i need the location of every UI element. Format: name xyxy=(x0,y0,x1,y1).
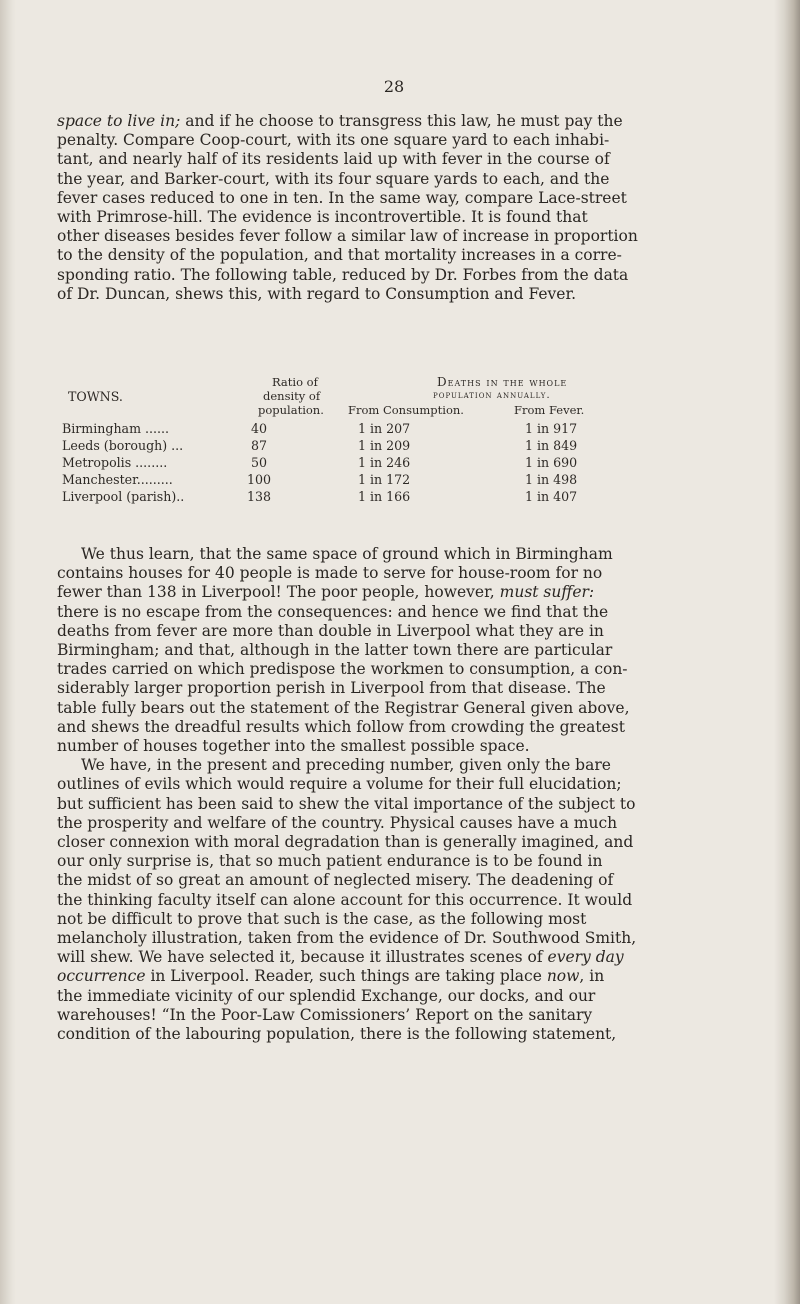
text-line: our only surprise is, that so much patient endurance is to be found in xyxy=(57,852,603,871)
text-line: but sufficient has been said to shew the vital importance of the subject to xyxy=(57,794,636,813)
fever-cell: 1 in 690 xyxy=(525,455,578,470)
ratio-cell: 100 xyxy=(246,472,272,487)
fever-header: From Fever. xyxy=(514,403,585,417)
consumption-header: From Consumption. xyxy=(348,403,464,417)
town-cell: Metropolis ........ xyxy=(62,455,168,470)
consumption-cell: 1 in 172 xyxy=(358,472,411,487)
text-line: We thus learn, that the same space of ground which in Birmingham xyxy=(81,545,613,563)
text-line: We have, in the present and preceding number, given only the bare xyxy=(81,756,611,775)
text-line: the year, and Barker-court, with its four square yards to each, and the xyxy=(57,169,610,188)
table-row xyxy=(62,472,767,488)
text-line: with Primrose-hill. The evidence is incontrovertible. It is found that xyxy=(57,208,588,227)
deaths-header-line2: population annually. xyxy=(433,389,551,401)
town-cell: Leeds (borough) ... xyxy=(62,438,184,453)
text-line: table fully bears out the statement of the Registrar General given above, xyxy=(57,698,630,717)
text-line: the immediate vicinity of our splendid Exchange, our docks, and our xyxy=(57,986,596,1005)
text-line: siderably larger proportion perish in Liverpool from that disease. The xyxy=(57,679,606,698)
text-line: penalty. Compare Coop-court, with its one square yard to each inhabi- xyxy=(57,131,610,150)
text-line xyxy=(57,967,768,986)
text-line: other diseases besides fever follow a similar law of increase in proportion xyxy=(57,227,638,246)
text-line: of Dr. Duncan, shews this, with regard to Consumption and Fever. xyxy=(57,284,577,303)
text-line: Birmingham; and that, although in the latter town there are particular xyxy=(57,641,613,660)
text-line: the midst of so great an amount of neglected misery. The deadening of xyxy=(57,871,614,890)
table-row xyxy=(62,489,767,505)
page-number: 28 xyxy=(383,77,405,96)
text-line: outlines of evils which would require a volume for their full elucidation; xyxy=(57,775,622,794)
italic-phrase: occurrence xyxy=(57,967,146,986)
ratio-cell: 87 xyxy=(250,438,268,453)
italic-phrase: every day xyxy=(547,948,624,967)
text-line: number of houses together into the smallest possible space. xyxy=(57,737,530,756)
table-row xyxy=(62,455,767,471)
ratio-cell: 40 xyxy=(250,421,268,436)
text-line: deaths from fever are more than double in Liverpool what they are in xyxy=(57,621,604,640)
text-line: sponding ratio. The following table, reduced by Dr. Forbes from the data xyxy=(57,265,629,284)
text-line: to the density of the population, and that mortality increases in a corre- xyxy=(57,246,622,265)
text-line: tant, and nearly half of its residents laid up with fever in the course of xyxy=(57,150,610,169)
text-line: there is no escape from the consequences: and hence we find that the xyxy=(57,602,609,621)
consumption-cell: 1 in 246 xyxy=(358,455,411,470)
italic-phrase: must suffer: xyxy=(499,583,595,602)
italic-phrase: now xyxy=(546,967,580,986)
fever-cell: 1 in 407 xyxy=(525,489,578,504)
table-row xyxy=(62,421,767,437)
text-line xyxy=(57,948,768,967)
ratio-header-line2: density of xyxy=(263,389,321,403)
paragraph-1 xyxy=(57,112,768,304)
consumption-cell: 1 in 207 xyxy=(358,421,411,436)
town-cell: Birmingham ...... xyxy=(62,421,170,436)
page-edge-shadow xyxy=(774,0,800,1304)
text-line: and shews the dreadful results which follow from crowding the greatest xyxy=(57,717,625,736)
towns-header: TOWNS. xyxy=(68,389,123,404)
ratio-cell: 50 xyxy=(250,455,268,470)
text-span: fewer than 138 in Liverpool! The poor people, however, xyxy=(57,583,500,602)
page-gutter-shadow xyxy=(0,0,16,1304)
text-line: the thinking faculty itself can alone account for this occurrence. It would xyxy=(57,890,633,909)
town-cell: Liverpool (parish).. xyxy=(62,489,185,504)
text-line: warehouses! “In the Poor-Law Comissioners’ Report on the sanitary xyxy=(57,1005,593,1024)
text-line: the prosperity and welfare of the country. Physical causes have a much xyxy=(57,813,618,832)
text-line: not be difficult to prove that such is the case, as the following most xyxy=(57,909,587,928)
text-span: in Liverpool. Reader, such things are taking place xyxy=(145,967,547,986)
fever-cell: 1 in 849 xyxy=(525,438,578,453)
ratio-header-line1: Ratio of xyxy=(272,375,318,389)
deaths-header-line1: Deaths in the whole xyxy=(437,375,568,389)
text-line: condition of the labouring population, there is the following statement, xyxy=(57,1025,617,1044)
consumption-cell: 1 in 209 xyxy=(358,438,411,453)
paragraph-2 xyxy=(57,545,768,1044)
text-span: , in xyxy=(579,967,605,986)
ratio-header-line3: population. xyxy=(258,403,324,417)
mortality-table xyxy=(62,375,767,545)
text-span: and if he choose to transgress this law, he must pay the xyxy=(180,112,623,130)
ratio-cell: 138 xyxy=(246,489,272,504)
fever-cell: 1 in 498 xyxy=(525,472,578,487)
town-cell: Manchester......... xyxy=(62,472,173,487)
text-span: will shew. We have selected it, because it illustrates scenes of xyxy=(57,948,548,967)
text-line: melancholy illustration, taken from the evidence of Dr. Southwood Smith, xyxy=(57,929,637,948)
text-line: closer connexion with moral degradation than is generally imagined, and xyxy=(57,833,634,852)
consumption-cell: 1 in 166 xyxy=(358,489,411,504)
fever-cell: 1 in 917 xyxy=(525,421,578,436)
italic-phrase: space to live in; xyxy=(57,112,181,130)
text-line: trades carried on which predispose the workmen to consumption, a con- xyxy=(57,660,628,679)
text-line xyxy=(57,583,768,602)
text-line xyxy=(57,112,768,131)
text-line: fever cases reduced to one in ten. In the same way, compare Lace-street xyxy=(57,188,627,207)
table-row xyxy=(62,438,767,454)
text-line: contains houses for 40 people is made to serve for house-room for no xyxy=(57,564,603,583)
